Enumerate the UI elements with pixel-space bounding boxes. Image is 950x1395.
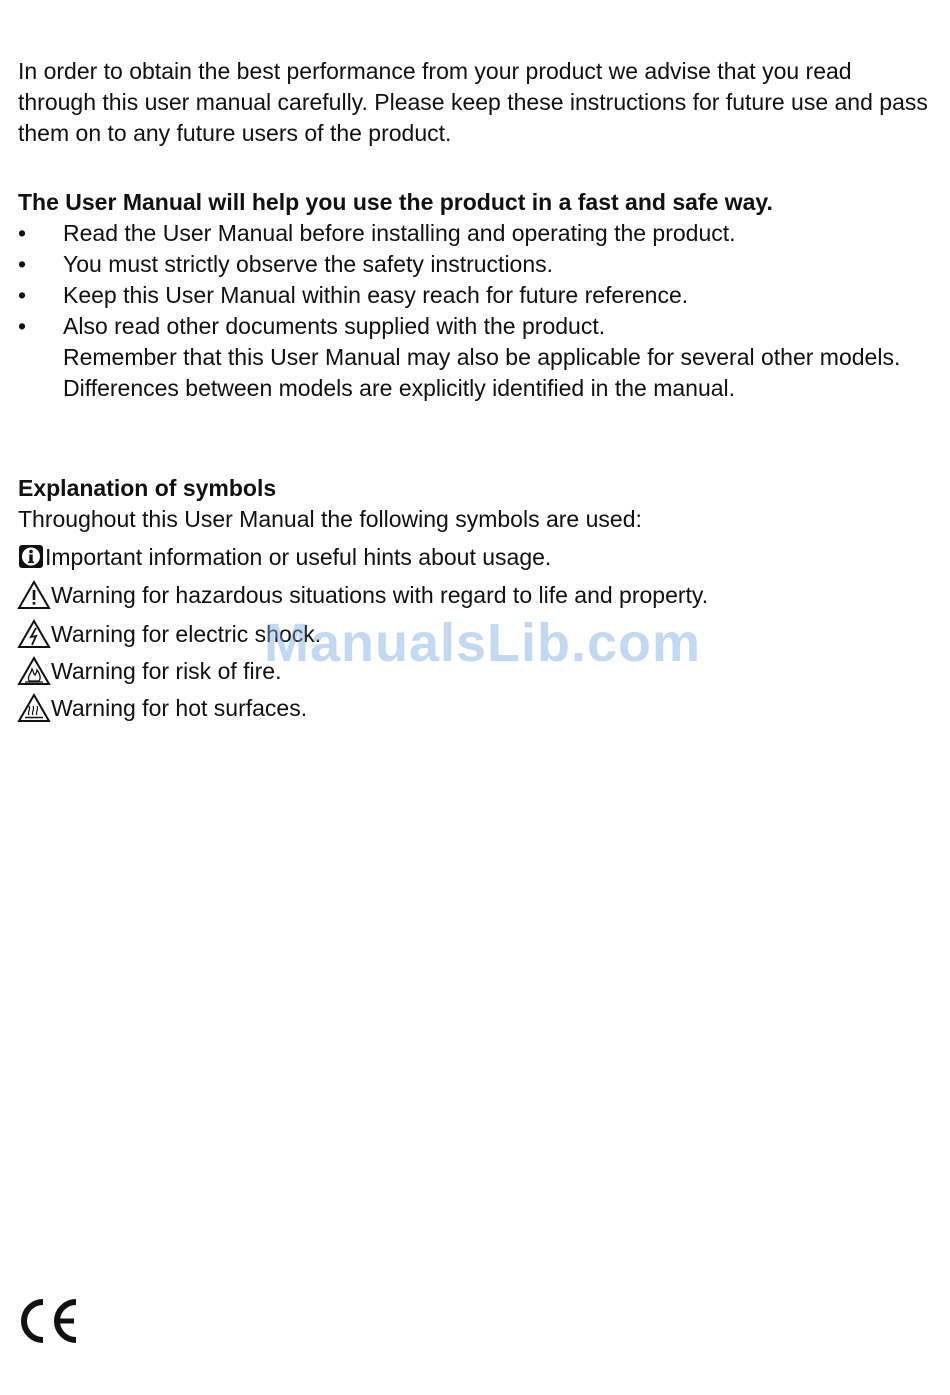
symbol-row-electric: Warning for electric shock.	[17, 617, 321, 651]
list-item-continuation: Remember that this User Manual may also be applicable for several other models.	[63, 344, 901, 370]
list-item: • Keep this User Manual within easy reach for future reference.	[18, 282, 689, 308]
manual-help-heading: The User Manual will help you use the product in a fast and safe way.	[18, 189, 773, 215]
warning-icon	[17, 580, 51, 610]
symbol-row-info: Important information or useful hints about usage.	[17, 540, 551, 574]
symbols-heading: Explanation of symbols	[18, 475, 277, 501]
intro-paragraph: In order to obtain the best performance from your product we advise that you read through this user manual carefully. Please keep these instructions for future use and pass them on to any future users of the product.	[18, 58, 928, 146]
symbols-intro: Throughout this User Manual the following symbols are used:	[18, 506, 642, 532]
symbol-row-hot-surface: Warning for hot surfaces.	[17, 691, 307, 725]
ce-mark-logo	[16, 1298, 80, 1344]
fire-icon	[17, 656, 51, 686]
symbol-row-warning: Warning for hazardous situations with regard to life and property.	[17, 578, 708, 612]
list-item: • You must strictly observe the safety instructions.	[18, 251, 554, 277]
electric-shock-icon	[17, 619, 51, 649]
watermark: ManualsLib.com	[264, 613, 702, 673]
list-item: • Also read other documents supplied with the product.	[18, 313, 606, 339]
symbol-row-fire: Warning for risk of fire.	[17, 654, 281, 688]
list-item-continuation: Differences between models are explicitly identified in the manual.	[63, 375, 736, 401]
list-item: • Read the User Manual before installing and operating the product.	[18, 220, 736, 246]
manual-help-list	[18, 218, 933, 404]
info-icon	[17, 544, 45, 570]
hot-surface-icon	[17, 693, 51, 723]
